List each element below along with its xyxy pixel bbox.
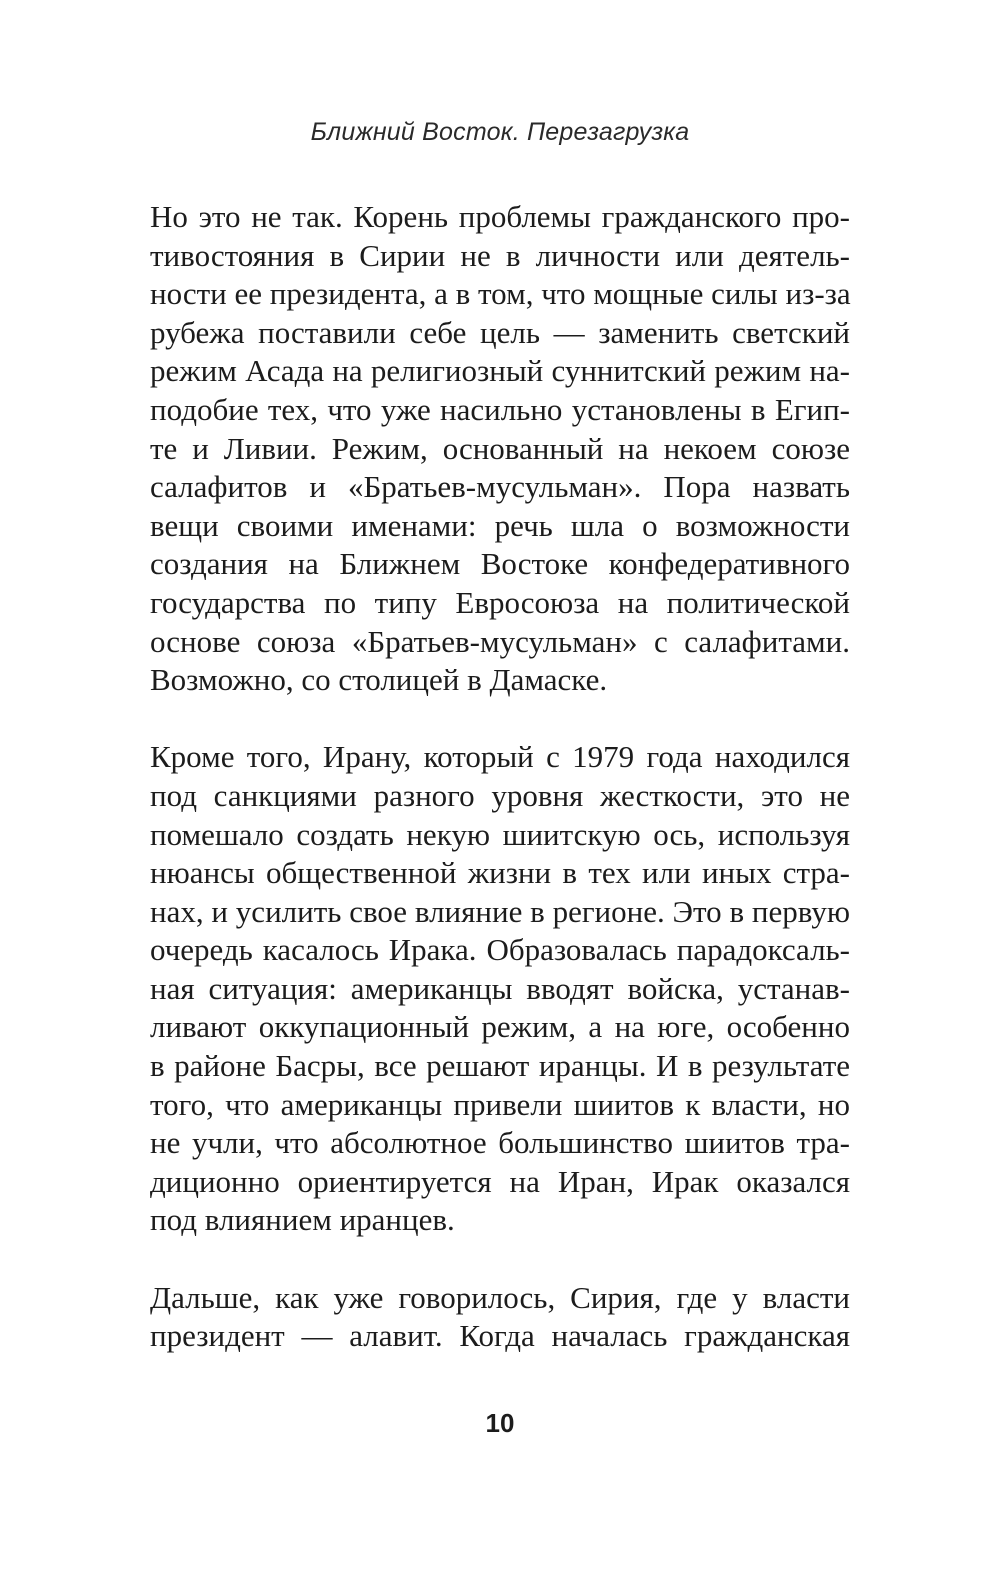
text-line: помешало создать некую шиитскую ось, используя <box>150 816 850 852</box>
text-line: салафитов и «Братьев-мусульман». Пора назвать <box>150 469 850 505</box>
text-line: создания на Ближнем Востоке конфедеративного <box>150 546 850 582</box>
running-head: Ближний Восток. Перезагрузка <box>310 118 690 146</box>
paragraph-gap <box>150 700 850 739</box>
text-line: в районе Басры, все решают иранцы. И в результате <box>150 1048 850 1084</box>
text-line: Но это не так. Корень проблемы гражданского про- <box>150 199 850 234</box>
text-line: очередь касалось Ирака. Образовалась парадоксаль- <box>150 932 850 968</box>
body-text <box>150 198 850 1356</box>
text-line: президент — алавит. Когда началась гражданская <box>150 1318 850 1354</box>
text-line: режим Асада на религиозный суннитский режим на- <box>150 353 850 389</box>
text-line: ливают оккупационный режим, а на юге, особенно <box>150 1009 850 1045</box>
text-line: не учли, что абсолютное большинство шиитов тра- <box>150 1125 850 1161</box>
text-line: вещи своими именами: речь шла о возможности <box>150 507 850 543</box>
text-line: того, что американцы привели шиитов к власти, но <box>150 1086 850 1122</box>
paragraph-gap <box>150 1240 850 1279</box>
text-line: Возможно, со столицей в Дамаске. <box>150 662 608 698</box>
text-line: под влиянием иранцев. <box>150 1202 455 1238</box>
text-line: рубежа поставили себе цель — заменить светский <box>150 314 850 350</box>
text-line: основе союза «Братьев-мусульман» с салафитами. <box>150 623 850 659</box>
paragraph <box>150 198 850 700</box>
text-line: диционно ориентируется на Иран, Ирак оказался <box>150 1163 850 1199</box>
text-line: ности ее президента, а в том, что мощные силы из-за <box>150 276 851 312</box>
text-line: под санкциями разного уровня жесткости, это не <box>150 777 850 813</box>
page-number: 10 <box>485 1408 515 1438</box>
text-line: тивостояния в Сирии не в личности или деятель- <box>150 237 850 273</box>
text-line: нах, и усилить свое влияние в регионе. Это в первую <box>150 893 850 929</box>
paragraph <box>150 1279 850 1356</box>
text-line: Кроме того, Ирану, который с 1979 года находился <box>150 739 850 775</box>
text-line: те и Ливии. Режим, основанный на некоем союзе <box>150 430 850 466</box>
text-line: ная ситуация: американцы вводят войска, устанав- <box>150 970 850 1006</box>
paragraph <box>150 738 850 1240</box>
text-line: подобие тех, что уже насильно установлены в Егип- <box>150 391 850 427</box>
text-line: нюансы общественной жизни в тех или иных стра- <box>150 855 850 891</box>
text-line: государства по типу Евросоюза на политической <box>150 584 850 620</box>
text-line: Дальше, как уже говорилось, Сирия, где у власти <box>150 1279 850 1315</box>
